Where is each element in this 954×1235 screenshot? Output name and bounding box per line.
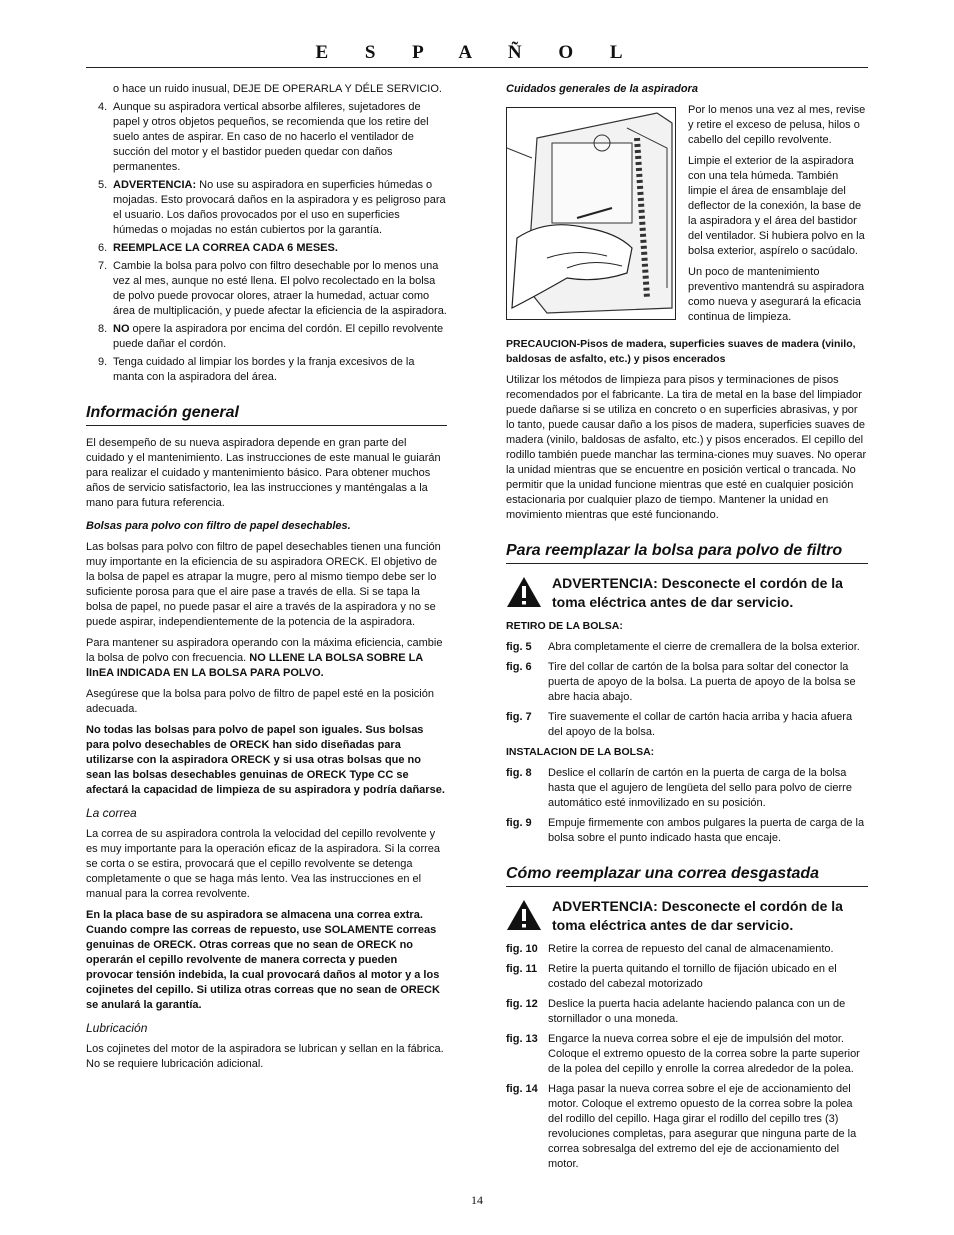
fig-text: Deslice la puerta hacia adelante haciendo palanca con un de stornillador o una moneda. [548, 998, 846, 1025]
fig-label: fig. 7 [506, 711, 532, 723]
right-column [506, 82, 868, 1177]
section-heading-belt: Cómo reemplazar una correa desgastada [506, 864, 868, 887]
list-item [86, 100, 447, 175]
fig-step [506, 1032, 868, 1077]
fig-text: Deslice el collarín de cartón en la puerta de carga de la bolsa hasta que el agujero de lengüeta del sello para polvo de cierre automático esté inmovilizado en su posición. [548, 767, 852, 809]
fig-text: Haga pasar la nueva correa sobre el eje de accionamiento del motor. Coloque el extremo opuesto de la correa sobre la polea del rodillo del cepillo. Haga girar el rodillo del cepillo tres (3) revoluciones completas, para asegurar que ninguna parte de la correa sobresalga del extremo del eje de accionamiento del motor. [548, 1083, 857, 1170]
list-item [86, 241, 447, 256]
fig-step [506, 766, 868, 811]
fig-step [506, 660, 868, 705]
lubrication-paragraph: Los cojinetes del motor de la aspiradora se lubrican y sellan en la fábrica. No se requiere lubricación adicional. [86, 1043, 444, 1070]
list-bold: ADVERTENCIA: [113, 179, 197, 191]
section-heading-bag: Para reemplazar la bolsa para polvo de filtro [506, 541, 868, 564]
section-heading-info: Información general [86, 403, 447, 426]
page-header [86, 40, 868, 66]
left-column [86, 82, 447, 1078]
list-number: 7. [98, 260, 108, 272]
list-number: 8. [98, 323, 108, 335]
vacuum-brush-illustration [506, 107, 676, 320]
list-item [86, 178, 447, 238]
header-rule [86, 67, 868, 68]
list-number: 4. [98, 101, 108, 113]
info-paragraph: El desempeño de su nueva aspiradora depende en gran parte del cuidado y el mantenimiento. Las instrucciones de este manual le guiarán para realizar el cuidado y mantenimiento básico. Para obtener muchos años de servicio satisfactorio, lea las instrucciones y manténgalas a la mano para futura referencia. [86, 437, 441, 509]
warning-block [506, 897, 868, 936]
list-item [86, 322, 447, 352]
fig-step [506, 816, 868, 846]
fig-text: Tire del collar de cartón de la bolsa para soltar del conector la puerta de apoyo de la bolsa. La puerta de apoyo de la bolsa se abre hacia abajo. [548, 661, 856, 703]
bags-text: Para mantener su aspiradora operando con la máxima eficiencia, cambie la bolsa de polvo con frecuencia. [86, 637, 443, 664]
belt-paragraph-1: La correa de su aspiradora controla la velocidad del cepillo revolvente y es muy importante para la operación eficaz de la aspiradora. Si la correa se corta o se estira, provocará que el cepillo revolvente se detenga completamente o que se haga más lento. Vea las instrucciones en el manual para la correa revolvente. [86, 828, 441, 900]
page-number: 14 [471, 1193, 483, 1207]
care-paragraph-1: Por lo menos una vez al mes, revise y retire el exceso de pelusa, hilos o cabello del cepillo revolvente. [688, 104, 866, 146]
fig-label: fig. 5 [506, 641, 532, 653]
warning-text: ADVERTENCIA: Desconecte el cordón de la toma eléctrica antes de dar servicio. [552, 898, 843, 933]
fig-text: Empuje firmemente con ambos pulgares la puerta de carga de la bolsa sobre el punto indicado hasta que encaje. [548, 817, 865, 844]
fig-label: fig. 11 [506, 963, 538, 975]
list-text: opere la aspiradora por encima del cordón. El cepillo revolvente puede dañar el cordón. [113, 323, 444, 350]
belt-paragraph-2: En la placa base de su aspiradora se almacena una correa extra. Cuando compre las correas de repuesto, use SOLAMENTE correas genuinas de ORECK. Otras correas que no sean de ORECK no operarán el cepillo revolvente de manera correcta y pueden provocar tensión indebida, la cual provocará daños al motor y a los cojinetes del cepillo. Si utiliza otras correas que no sean de ORECK se anulará la garantía. [86, 909, 440, 1011]
bags-paragraph-2 [86, 636, 447, 681]
list-text: Tenga cuidado al limpiar los bordes y la franja excesivos de la manta con la aspiradora del área. [113, 356, 415, 383]
list-continuation: o hace un ruido inusual, DEJE DE OPERARLA Y DÉLE SERVICIO. [113, 83, 442, 95]
safety-list [86, 100, 447, 385]
subheading-belt: La correa [86, 806, 137, 820]
bags-paragraph-1: Las bolsas para polvo con filtro de papel desechables tienen una función muy importante en la eficiencia de su aspiradora ORECK. El objetivo de la bolsa de papel es atrapar la mugre, pero al mismo tiempo debe ser lo suficiente porosa para que el aire pase a través de ella. Si se tapa la bolsa de papel, no puede pasar el aire a través de la aspiradora y no se puede aspirar, independientemente de la potencia de la aspiradora. [86, 541, 441, 628]
fig-label: fig. 12 [506, 998, 538, 1010]
fig-text: Retire la correa de repuesto del canal de almacenamiento. [548, 943, 834, 955]
list-number: 9. [98, 356, 108, 368]
fig-step [506, 962, 868, 992]
warning-icon [506, 899, 542, 936]
warning-block [506, 574, 868, 613]
warning-text: ADVERTENCIA: Desconecte el cordón de la toma eléctrica antes de dar servicio. [552, 575, 843, 610]
list-item [86, 355, 447, 385]
care-paragraph-3: Un poco de mantenimiento preventivo mantendrá su aspiradora como nueva y asegurará la eficacia continua de limpieza. [688, 266, 865, 323]
caution-heading: PRECAUCION-Pisos de madera, superficies suaves de madera (vinilo, baldosas de asfalto, etc.) y pisos encerados [506, 338, 856, 365]
fig-text: Engarce la nueva correa sobre el eje de impulsión del motor. Coloque el extremo opuesto de la correa sobre la parte superior de la polea del cepillo y enrolle la correa alrededor de la polea. [548, 1033, 860, 1075]
page-title: E S P A Ñ O L [315, 42, 639, 63]
subheading-care: Cuidados generales de la aspiradora [506, 83, 698, 95]
fig-text: Retire la puerta quitando el tornillo de fijación ubicado en el costado del cabezal motorizado [548, 963, 837, 990]
list-bold: NO [113, 323, 130, 335]
fig-text: Tire suavemente el collar de cartón hacia arriba y hacia afuera del apoyo de la bolsa. [548, 711, 853, 738]
list-text: Aunque su aspiradora vertical absorbe alfileres, sujetadores de papel y otros objetos pequeños, se recomienda que los retire del suelo antes de aspirar. En caso de no hacerlo el ventilador de succión del motor y el bastidor pueden quedar con daños permanentes. [113, 101, 429, 173]
warning-icon [506, 576, 542, 613]
list-number: 5. [98, 179, 108, 191]
fig-label: fig. 13 [506, 1033, 538, 1045]
fig-step [506, 997, 868, 1027]
fig-label: fig. 6 [506, 661, 532, 673]
bags-bold-text: NO LLENE LA BOLSA SOBRE LA lInEA INDICADA EN LA BOLSA PARA POLVO. [86, 652, 423, 679]
bags-paragraph-4: No todas las bolsas para polvo de papel son iguales. Sus bolsas para polvo desechables de ORECK han sido diseñadas para utilizarse con la aspiradora ORECK y si usa otras bolsas que no sean las bolsas desechables genuinas de ORECK Type CC se afectará la capacidad de limpieza de su aspiradora y podría dañarse. [86, 724, 445, 796]
fig-label: fig. 10 [506, 943, 538, 955]
list-text: Cambie la bolsa para polvo con filtro desechable por lo menos una vez al mes, aunque no esté llena. El polvo recolectado en la bolsa de polvo puede provocar olores, atraer la humedad, actuar como área de multiplicación, y puede afectar la eficiencia de la aspiradora. [113, 260, 447, 317]
fig-step [506, 710, 868, 740]
fig-text: Abra completamente el cierre de cremallera de la bolsa exterior. [548, 641, 860, 653]
care-block [506, 103, 868, 331]
removal-heading: RETIRO DE LA BOLSA: [506, 620, 623, 632]
care-paragraph-2: Limpie el exterior de la aspiradora con una tela húmeda. También limpie el área de ensamblaje del deflector de la conexión, la base de la aspiradora y el área del bastidor del ventilador. Si hubiera polvo en la bolsa exterior, aspírelo o sacúdalo. [688, 155, 865, 257]
subheading-bags: Bolsas para polvo con filtro de papel desechables. [86, 520, 351, 532]
fig-step [506, 640, 868, 655]
fig-step [506, 1082, 868, 1172]
fig-label: fig. 9 [506, 817, 532, 829]
list-item [86, 259, 447, 319]
install-heading: INSTALACION DE LA BOLSA: [506, 746, 655, 758]
fig-step [506, 942, 868, 957]
list-text: No use su aspiradora en superficies húmedas o mojadas. Esto provocará daños en la aspiradora y es peligroso para el usuario. Los daños provocados por el uso en superficies húmedas o mojadas no están cubiertos por la garantía. [113, 179, 446, 236]
list-number: 6. [98, 242, 108, 254]
fig-label: fig. 8 [506, 767, 532, 779]
list-bold: REEMPLACE LA CORREA CADA 6 MESES. [113, 242, 338, 254]
fig-label: fig. 14 [506, 1083, 538, 1095]
bags-paragraph-3: Asegúrese que la bolsa para polvo de filtro de papel esté en la posición adecuada. [86, 688, 434, 715]
caution-paragraph: Utilizar los métodos de limpieza para pisos y terminaciones de pisos recomendados por el fabricante. La tira de metal en la base del limpiador puede dañarse si se utiliza en concreto o en superficies abrasivas, y por lo tanto, puede causar daño a los pisos de madera, superficies suaves de madera (vinilo, baldosas de asfalto, etc.) y pisos encerados. El cepillo del rodillo también puede manchar las termina-ciones muy suaves. No operar la unidad mientras que se encuentre en posición vertical o trancada. No permitir que la unidad funcione mientras que esté en cualquier posición estacionaria por cualquier plazo de tiempo. Mantener la unidad en movimiento mientras que esté funcionando. [506, 374, 867, 521]
subheading-lubrication: Lubricación [86, 1021, 148, 1035]
